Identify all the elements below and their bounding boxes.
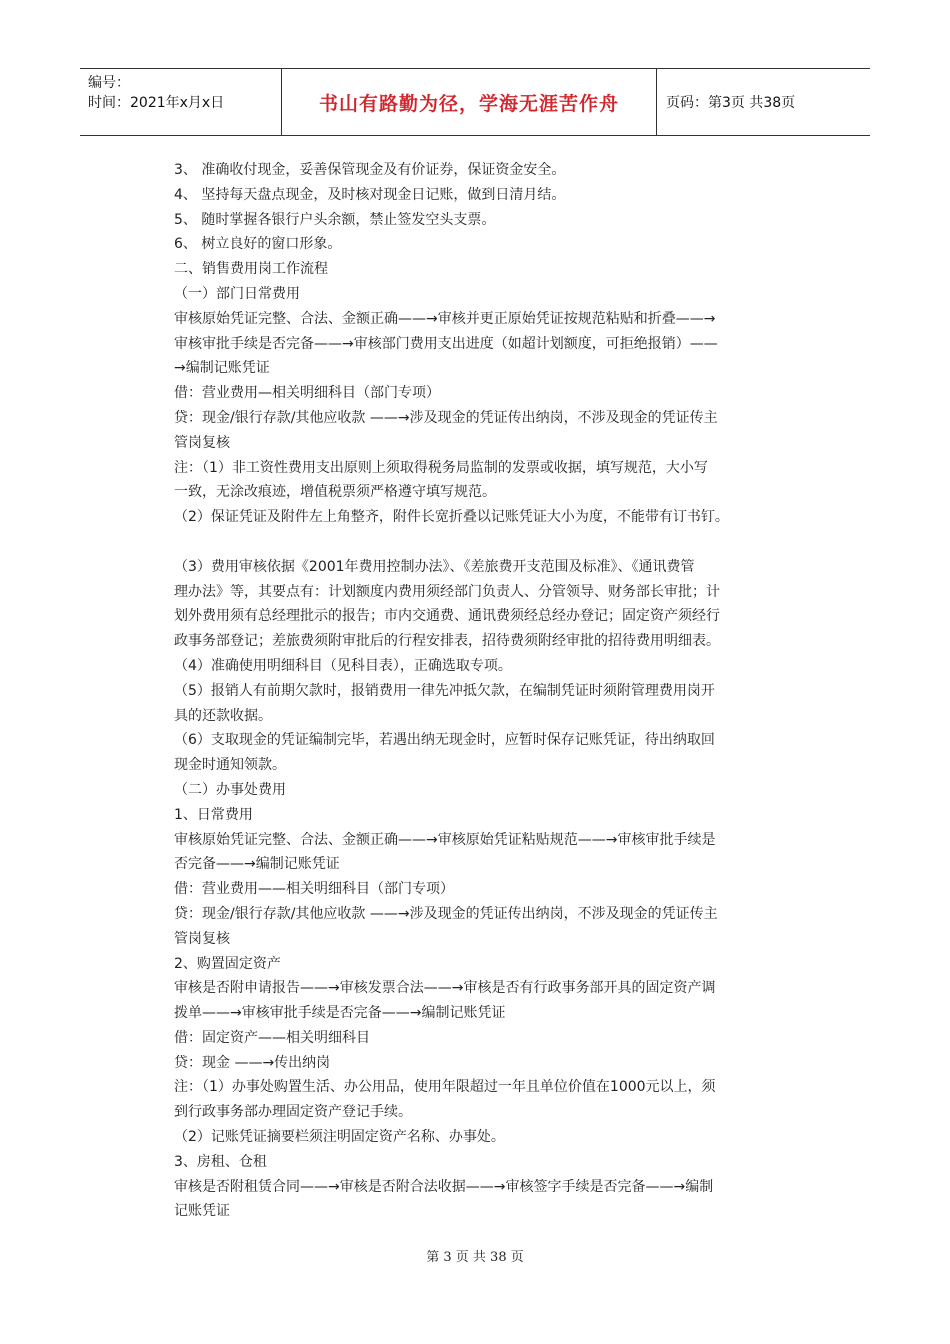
document-number-label: 编号： [88,75,130,91]
text-line: 审核原始凭证完整、合法、金额正确——→审核并更正原始凭证按规范粘贴和折叠——→ [174,310,716,327]
text-line: 管岗复核 [174,930,230,947]
text-line: 审核是否附租赁合同——→审核是否附合法收据——→审核签字手续是否完备——→编制 [174,1178,714,1195]
text-line: 否完备——→编制记账凭证 [174,856,340,873]
text-line: 到行政事务部办理固定资产登记手续。 [174,1104,412,1121]
text-line: 理办法》等，其要点有：计划额度内费用须经部门负责人、分管领导、财务部长审批；计 [174,583,720,600]
text-line: （二）办事处费用 [174,781,286,798]
text-line: 记账凭证 [174,1203,230,1220]
text-line: 审核审批手续是否完备——→审核部门费用支出进度（如超计划额度，可拒绝报销）—— [174,335,718,352]
text-line: 拨单——→审核审批手续是否完备——→编制记账凭证 [174,1005,506,1022]
text-line: 2、购置固定资产 [174,955,281,972]
text-line: （3）费用审核依据《2001年费用控制办法》、《差旅费开支范围及标准》、《通讯费管 [174,558,695,575]
document-body [174,158,814,1224]
text-line: →编制记账凭证 [174,360,270,377]
text-line: 1、日常费用 [174,806,253,823]
header-motto: 书山有路勤为径，学海无涯苦作舟 [318,92,619,115]
text-line: 3、房租、仓租 [174,1153,267,1170]
text-line: 现金时通知领款。 [174,757,286,774]
text-line: 6、 树立良好的窗口形象。 [174,236,342,253]
page-header [80,68,870,136]
text-line: （2）记账凭证摘要栏须注明固定资产名称、办事处。 [174,1129,505,1146]
text-line: （一）部门日常费用 [174,285,300,302]
text-line: 政事务部登记；差旅费须附审批后的行程安排表，招待费须附经审批的招待费用明细表。 [174,633,720,650]
text-line: 注：（1）非工资性费用支出原则上须取得税务局监制的发票或收据，填写规范，大小写 [174,459,708,476]
header-page-info: 页码：第3页 共38页 [666,95,796,111]
text-line: 一致，无涂改痕迹，增值税票须严格遵守填写规范。 [174,484,496,501]
text-line: 贷：现金/银行存款/其他应收款 ——→涉及现金的凭证传出纳岗，不涉及现金的凭证传主 [174,905,718,922]
text-line: （4）准确使用明细科目（见科目表），正确选取专项。 [174,657,512,674]
text-line: 具的还款收据。 [174,707,272,724]
text-line: 划外费用须有总经理批示的报告；市内交通费、通讯费须经总经办登记；固定资产须经行 [174,608,720,625]
text-line: （5）报销人有前期欠款时，报销费用一律先冲抵欠款，在编制凭证时须附管理费用岗开 [174,682,715,699]
text-line: 3、 准确收付现金，妥善保管现金及有价证券，保证资金安全。 [174,162,566,178]
text-line: 审核原始凭证完整、合法、金额正确——→审核原始凭证粘贴规范——→审核审批手续是 [174,831,716,848]
text-line: 贷：现金 ——→传出纳岗 [174,1054,331,1071]
text-line: 5、 随时掌握各银行户头余额，禁止签发空头支票。 [174,211,496,228]
text-line: （2）保证凭证及附件左上角整齐，附件长宽折叠以记账凭证大小为度，不能带有订书钉。 [174,509,729,526]
blank-line [174,530,814,555]
text-line: 二、销售费用岗工作流程 [174,261,328,278]
page-footer: 第 3 页 共 38 页 [426,1250,524,1265]
header-divider [656,69,657,135]
text-line: 管岗复核 [174,434,230,451]
text-line: 借：固定资产——相关明细科目 [174,1029,370,1046]
text-line: 借：营业费用—相关明细科目（部门专项） [174,385,440,402]
text-line: 注：（1）办事处购置生活、办公用品，使用年限超过一年且单位价值在1000元以上，须 [174,1079,716,1096]
header-meta [88,73,224,113]
text-line: 贷：现金/银行存款/其他应收款 ——→涉及现金的凭证传出纳岗，不涉及现金的凭证传主 [174,409,718,426]
document-time-label: 时间：2021年x月x日 [88,95,225,111]
text-line: 借：营业费用——相关明细科目（部门专项） [174,881,454,898]
text-line: 4、 坚持每天盘点现金，及时核对现金日记账，做到日清月结。 [174,186,566,203]
text-line: 审核是否附申请报告——→审核发票合法——→审核是否有行政事务部开具的固定资产调 [174,980,716,997]
text-line: （6）支取现金的凭证编制完毕，若遇出纳无现金时，应暂时保存记账凭证，待出纳取回 [174,732,715,749]
